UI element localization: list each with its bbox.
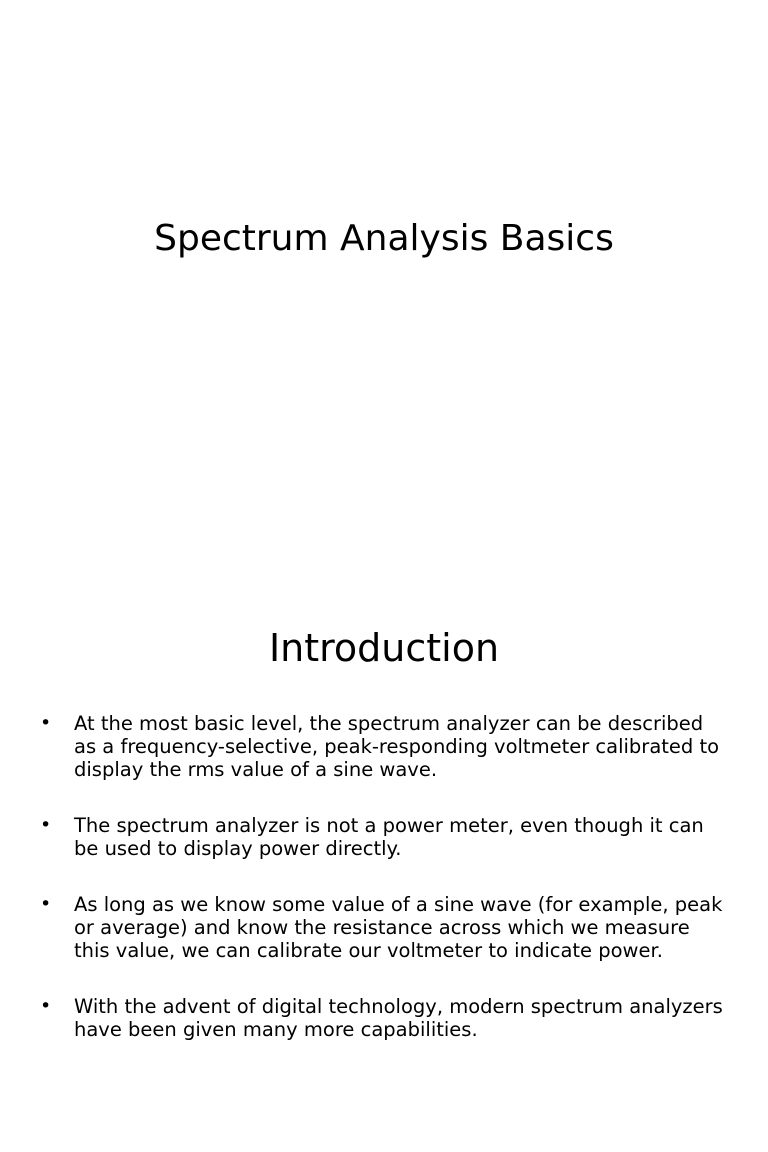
slide-title: Spectrum Analysis Basics bbox=[154, 218, 614, 259]
bullet-text: As long as we know some value of a sine wave (for example, peak or average) and know the resistance across which we measure this value, we can calibrate our voltmeter to indicate power. bbox=[74, 893, 723, 962]
bullet-text: The spectrum analyzer is not a power meter, even though it can be used to display power directly. bbox=[74, 814, 704, 860]
bullet-text: At the most basic level, the spectrum analyzer can be described as a frequency-selective, peak-responding voltmeter calibrated to display the rms value of a sine wave. bbox=[74, 712, 720, 781]
slide-heading: Introduction bbox=[268, 626, 500, 670]
list-item bbox=[40, 712, 730, 781]
bullet-icon: • bbox=[40, 893, 52, 915]
list-item bbox=[40, 995, 730, 1041]
bullet-icon: • bbox=[40, 995, 52, 1017]
bullet-text: With the advent of digital technology, modern spectrum analyzers have been given many more capabilities. bbox=[74, 995, 723, 1041]
bullet-list bbox=[40, 712, 730, 1074]
list-item bbox=[40, 814, 730, 860]
content-slide bbox=[0, 576, 768, 1152]
list-item bbox=[40, 893, 730, 962]
bullet-icon: • bbox=[40, 712, 52, 734]
bullet-icon: • bbox=[40, 814, 52, 836]
